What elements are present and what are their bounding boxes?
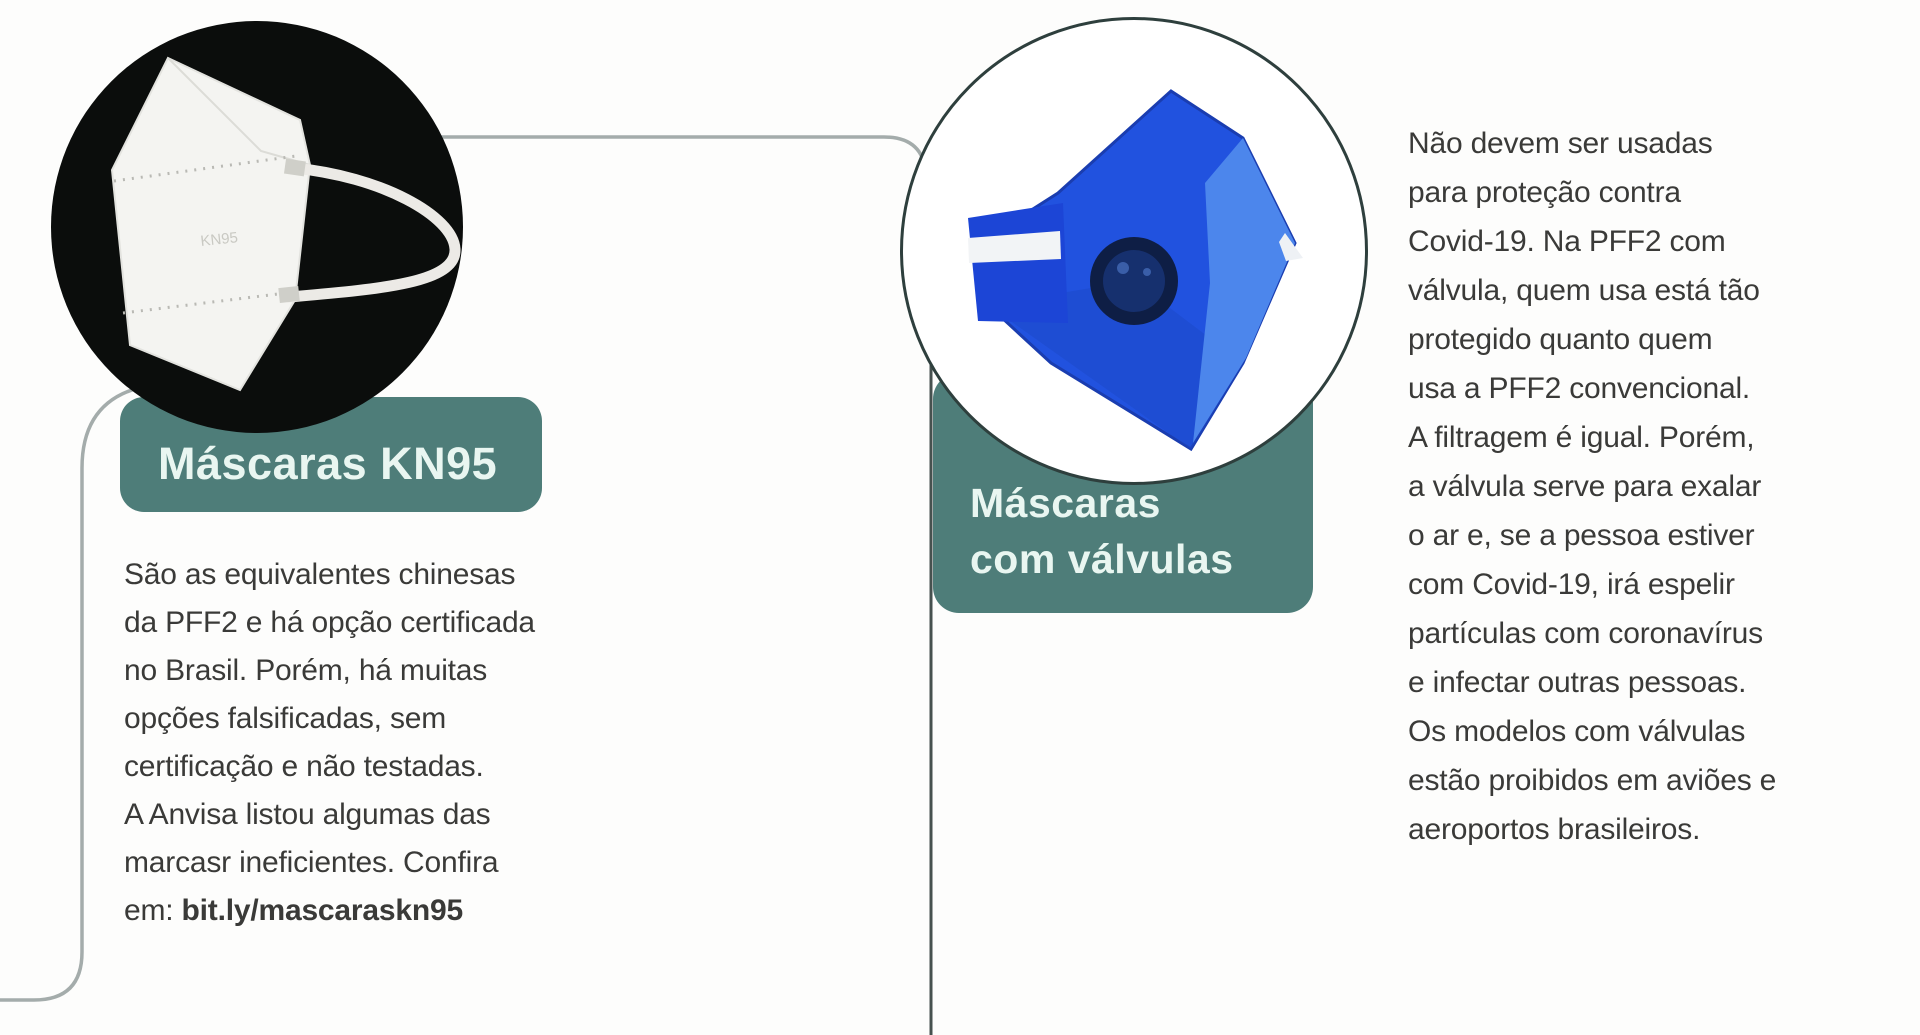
kn95-mask-body: [112, 58, 310, 390]
kn95-link-text: bit.ly/mascaraskn95: [181, 894, 463, 927]
valve-mask-photo-circle: [900, 17, 1368, 485]
kn95-line: opções falsificadas, sem: [124, 702, 447, 735]
valve-line: Covid-19. Na PFF2 com: [1408, 225, 1726, 258]
valve-line: para proteção contra: [1408, 176, 1681, 209]
valve-mask-label-line1: Máscaras: [970, 480, 1161, 526]
valve-line: estão proibidos em aviões e: [1408, 764, 1777, 797]
valve-mask-description: [1408, 119, 1918, 854]
valve-line: aeroportos brasileiros.: [1408, 813, 1701, 846]
valve-line: Não devem ser usadas: [1408, 127, 1713, 160]
valve-line: partículas com coronavírus: [1408, 617, 1763, 650]
kn95-mask-print: KN95: [199, 229, 239, 250]
valve-line: o ar e, se a pessoa estiver: [1408, 519, 1755, 552]
valve-line: com Covid-19, irá espelir: [1408, 568, 1735, 601]
valve-mask-label-line2: com válvulas: [970, 536, 1234, 582]
valve-line: protegido quanto quem: [1408, 323, 1713, 356]
kn95-photo-circle: [51, 21, 463, 433]
valve-line: e infectar outras pessoas.: [1408, 666, 1747, 699]
kn95-description: [124, 551, 604, 935]
valve-line: usa a PFF2 convencional.: [1408, 372, 1751, 405]
kn95-label: Máscaras KN95: [158, 437, 498, 489]
kn95-line: da PFF2 e há opção certificada: [124, 606, 535, 639]
kn95-line: no Brasil. Porém, há muitas: [124, 654, 488, 687]
kn95-line: São as equivalentes chinesas: [124, 558, 516, 591]
exhale-valve-glint-2: [1143, 268, 1151, 276]
kn95-strap-crimp-bottom: [278, 286, 299, 303]
valve-line: A filtragem é igual. Porém,: [1408, 421, 1755, 454]
kn95-line: certificação e não testadas.: [124, 750, 484, 783]
connector-top-segment: [438, 137, 926, 172]
kn95-mask-image: [51, 21, 463, 433]
kn95-strap-crimp-top: [284, 159, 306, 177]
kn95-line: A Anvisa listou algumas das: [124, 798, 491, 831]
valve-mask-image: [903, 20, 1365, 482]
kn95-line: marcasr ineficientes. Confira: [124, 846, 499, 879]
valve-mask-strap-tab: [968, 203, 1068, 323]
exhale-valve-inner: [1103, 250, 1165, 312]
exhale-valve-glint: [1117, 262, 1129, 274]
valve-line: Os modelos com válvulas: [1408, 715, 1746, 748]
kn95-ear-loop: [289, 168, 455, 297]
kn95-link-prefix: em:: [124, 894, 182, 927]
valve-line: a válvula serve para exalar: [1408, 470, 1762, 503]
valve-line: válvula, quem usa está tão: [1408, 274, 1760, 307]
